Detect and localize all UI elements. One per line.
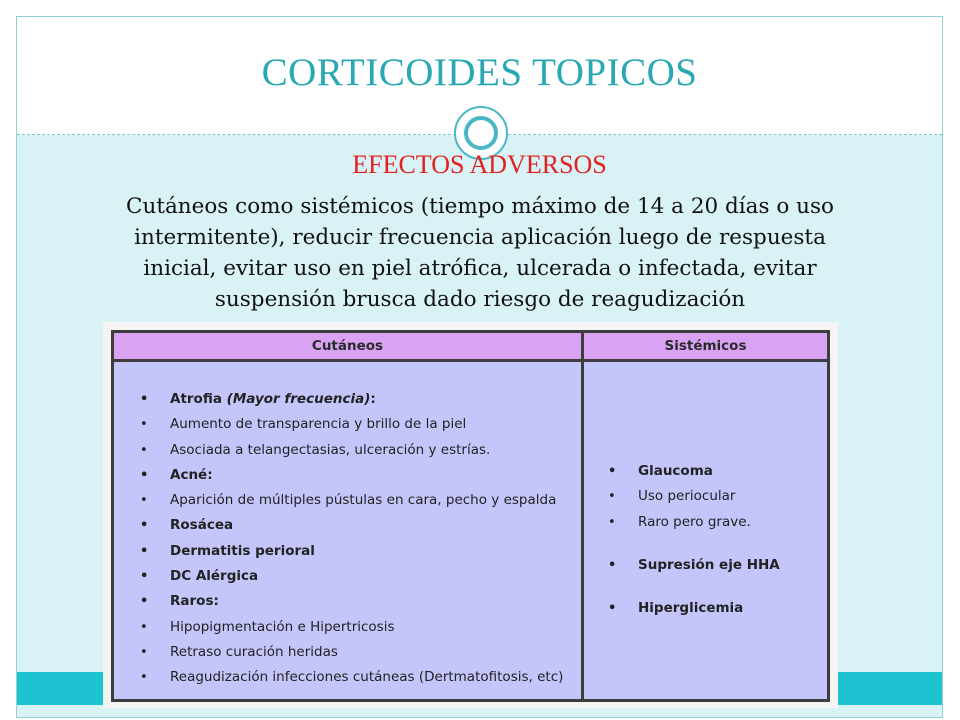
bullet-icon: • — [608, 489, 616, 505]
bullet-icon: • — [140, 569, 149, 585]
item-text: Aumento de transparencia y brillo de la piel — [170, 416, 467, 433]
bullet-icon: • — [140, 644, 148, 660]
item-suffix: : — [370, 391, 376, 407]
item-text: Asociada a telangectasias, ulceración y estrías. — [170, 441, 491, 458]
bullet-icon: • — [140, 442, 148, 458]
list-item — [140, 488, 575, 513]
list-item — [608, 459, 823, 484]
list-item — [140, 539, 575, 564]
bullet-icon: • — [140, 392, 149, 407]
item-text: Raro pero grave. — [638, 513, 751, 530]
list-item — [608, 596, 823, 621]
item-text: Raros: — [170, 593, 219, 610]
list-item — [140, 513, 575, 538]
sistemicos-list — [608, 459, 823, 621]
table-image-frame — [103, 322, 838, 708]
item-text: Retraso curación heridas — [170, 643, 338, 660]
item-label: Atrofia — [170, 391, 222, 407]
item-note: (Mayor frecuencia) — [226, 391, 371, 407]
item-text: Aparición de múltiples pústulas en cara, pecho y espalda — [170, 492, 557, 509]
slide-title: CORTICOIDES TOPICOS — [261, 51, 698, 94]
adverse-effects-table — [111, 330, 830, 702]
list-item — [140, 564, 575, 589]
bullet-icon: • — [140, 543, 149, 559]
list-item — [140, 589, 575, 614]
intro-line: suspensión brusca dado riesgo de reagudización — [214, 287, 746, 312]
bullet-icon: • — [140, 594, 149, 610]
bullet-icon: • — [140, 518, 149, 534]
slide-subtitle: EFECTOS ADVERSOS — [352, 150, 607, 179]
list-spacer — [608, 535, 823, 553]
item-text: Acné: — [170, 466, 213, 483]
item-text: Hipopigmentación e Hipertricosis — [170, 618, 395, 635]
bullet-icon: • — [608, 514, 616, 530]
list-item — [140, 615, 575, 640]
list-item — [140, 412, 575, 437]
bullet-icon: • — [140, 467, 149, 483]
bullet-icon: • — [608, 601, 617, 617]
intro-paragraph — [60, 191, 900, 315]
list-item — [140, 387, 575, 412]
list-spacer — [608, 578, 823, 596]
bullet-icon: • — [140, 670, 148, 686]
item-text: Reagudización infecciones cutáneas (Dertmatofitosis, etc) — [170, 669, 564, 686]
bullet-icon: • — [140, 619, 148, 635]
header-sistemicos: Sistémicos — [664, 338, 747, 354]
column-separator — [581, 333, 584, 699]
item-text: DC Alérgica — [170, 568, 259, 585]
intro-line: intermitente), reducir frecuencia aplicación luego de respuesta — [134, 225, 826, 250]
item-text: Dermatitis perioral — [170, 542, 315, 559]
list-item — [608, 510, 823, 535]
bullet-icon: • — [140, 417, 148, 433]
item-text: Hiperglicemia — [638, 600, 744, 617]
header-cutaneos: Cutáneos — [311, 338, 384, 354]
bullet-icon: • — [608, 464, 617, 479]
list-item — [140, 640, 575, 665]
ring-inner — [464, 116, 498, 150]
cutaneos-list — [140, 387, 575, 691]
item-text: Glaucoma — [638, 463, 713, 479]
list-item — [608, 553, 823, 578]
item-text: Supresión eje HHA — [638, 556, 780, 573]
list-item — [140, 665, 575, 690]
item-text: Rosácea — [170, 517, 234, 534]
table-header-row — [114, 333, 827, 362]
list-item — [608, 484, 823, 509]
intro-line: Cutáneos como sistémicos (tiempo máximo de 14 a 20 días o uso — [126, 194, 834, 219]
intro-line: inicial, evitar uso en piel atrófica, ulcerada o infectada, evitar — [143, 256, 817, 281]
list-item — [140, 463, 575, 488]
list-item — [140, 438, 575, 463]
item-text: Uso periocular — [638, 488, 736, 505]
bullet-icon: • — [140, 493, 148, 509]
bullet-icon: • — [608, 557, 617, 573]
